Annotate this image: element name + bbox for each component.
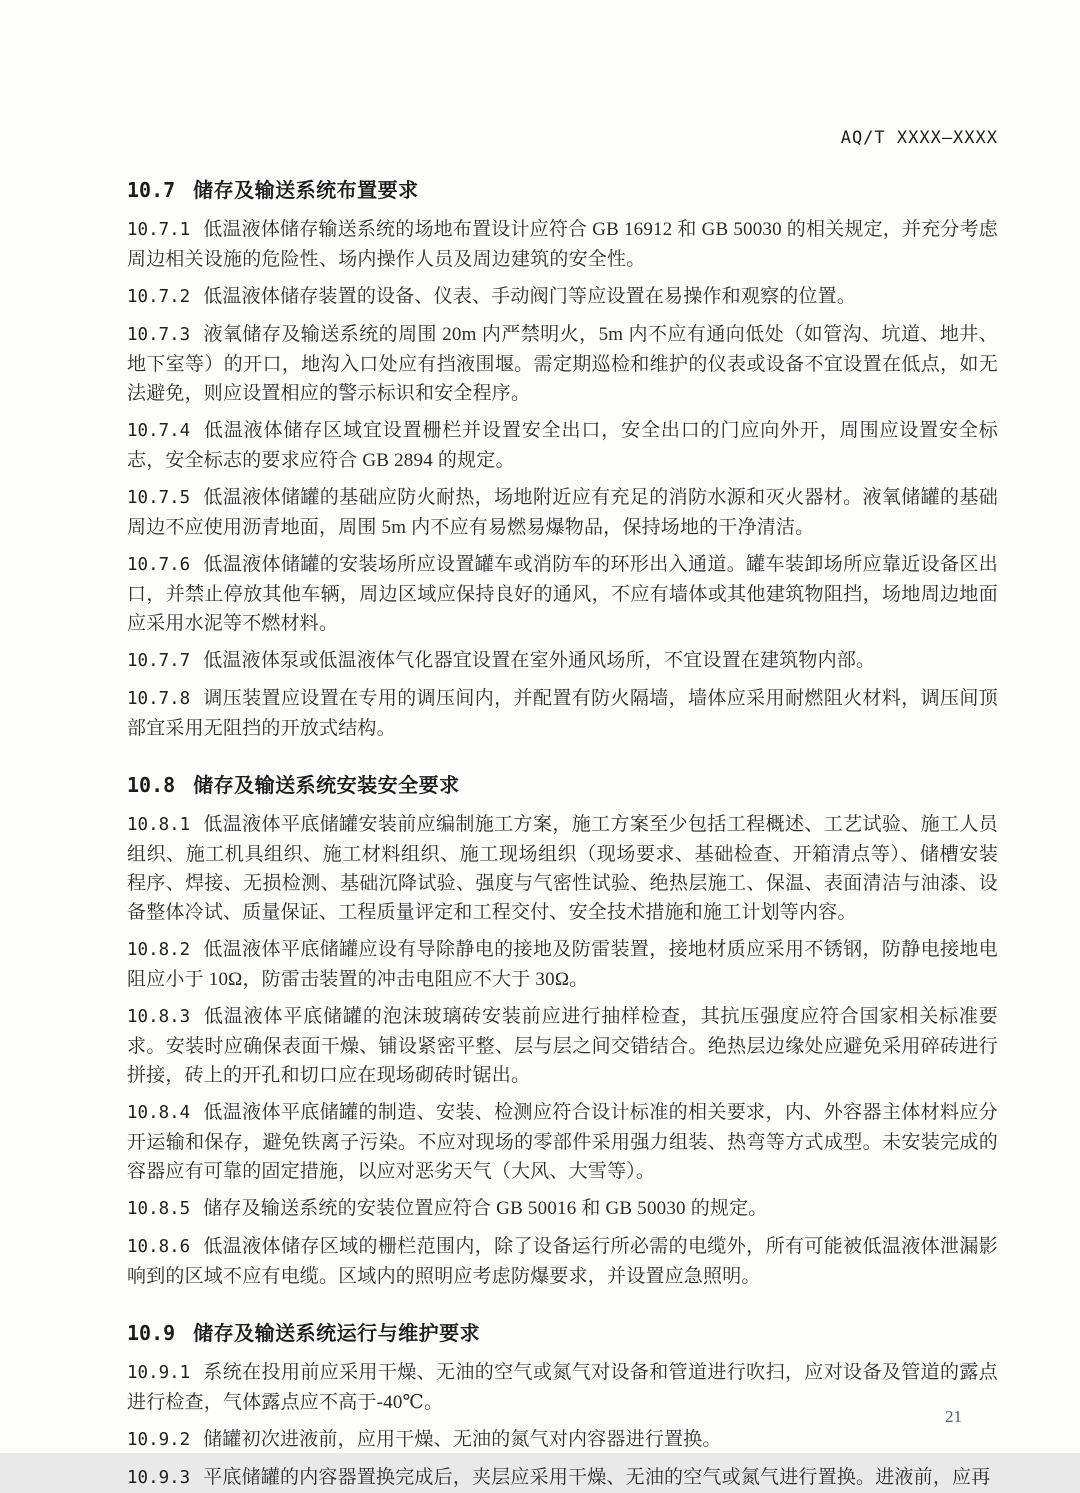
clause-paragraph	[127, 810, 998, 927]
clause-number: 10.8.5	[127, 1199, 191, 1219]
clause-text: 低温液体泵或低温液体气化器宜设置在室外通风场所，不宜设置在建筑物内部。	[203, 650, 876, 671]
clause-number: 10.8.4	[127, 1103, 191, 1123]
clause-paragraph	[127, 320, 998, 408]
clause-paragraph	[127, 935, 998, 994]
section-heading	[127, 175, 998, 206]
clause-number: 10.7.8	[127, 689, 191, 709]
clause-text: 低温液体平底储罐应设有导除静电的接地及防雷装置，接地材质应采用不锈钢，防静电接地电阻应小于 10Ω，防雷击装置的冲击电阻应不大于 30Ω。	[127, 939, 998, 990]
section-heading	[127, 770, 998, 801]
clause-paragraph	[127, 646, 998, 676]
clause-number: 10.8.1	[127, 815, 191, 835]
clause-text: 储存及输送系统的安装位置应符合 GB 50016 和 GB 50030 的规定。	[203, 1198, 768, 1219]
clause-number: 10.8.2	[127, 940, 191, 960]
clause-paragraph	[127, 1194, 998, 1224]
clause-paragraph	[127, 1098, 998, 1186]
section-title: 储存及输送系统布置要求	[193, 180, 419, 202]
clause-number: 10.7.4	[127, 421, 191, 441]
clause-text: 液氧储存及输送系统的周围 20m 内严禁明火，5m 内不应有通向低处（如管沟、坑道、地井、地下室等）的开口，地沟入口处应有挡液围堰。需定期巡检和维护的仪表或设备不宜设置在低点，如无法避免，则应设置相应的警示标识和安全程序。	[127, 324, 998, 404]
clause-number: 10.9.3	[127, 1468, 191, 1488]
clause-text: 低温液体平底储罐安装前应编制施工方案，施工方案至少包括工程概述、工艺试验、施工人员组织、施工机具组织、施工材料组织、施工现场组织（现场要求、基础检查、开箱清点等）、储槽安装程序、焊接、无损检测、基础沉降试验、强度与气密性试验、绝热层施工、保温、表面清洁与油漆、设备整体冷试、质量保证、工程质量评定和工程交付、安全技术措施和施工计划等内容。	[127, 814, 998, 923]
page-header	[127, 128, 998, 148]
clause-paragraph	[127, 1463, 998, 1493]
clause-number: 10.7.5	[127, 488, 191, 508]
section-title: 储存及输送系统安装安全要求	[193, 775, 460, 797]
section-heading	[127, 1318, 998, 1349]
clause-number: 10.7.3	[127, 325, 191, 345]
sections-root	[127, 175, 998, 1493]
clause-paragraph	[127, 1425, 998, 1455]
clause-number: 10.8.3	[127, 1007, 191, 1027]
section-number: 10.9	[127, 1321, 176, 1345]
standard-code: AQ/T XXXX—XXXX	[840, 128, 998, 148]
clause-text: 储罐初次进液前，应用干燥、无油的氮气对内容器进行置换。	[203, 1429, 722, 1450]
clause-text: 低温液体储存输送系统的场地布置设计应符合 GB 16912 和 GB 50030 的相关规定，并充分考虑周边相关设施的危险性、场内操作人员及周边建筑的安全性。	[127, 219, 998, 270]
clause-text: 低温液体储存区域宜设置栅栏并设置安全出口，安全出口的门应向外开，周围应设置安全标志，安全标志的要求应符合 GB 2894 的规定。	[127, 420, 998, 471]
page-footer	[945, 1407, 962, 1427]
clause-paragraph	[127, 483, 998, 542]
clause-number: 10.7.1	[127, 220, 191, 240]
clause-number: 10.9.2	[127, 1430, 191, 1450]
clause-text: 平底储罐的内容器置换完成后，夹层应采用干燥、无油的空气或氮气进行置换。进液前，应再	[203, 1467, 991, 1488]
section-number: 10.8	[127, 773, 176, 797]
page-number: 21	[945, 1407, 962, 1426]
clause-paragraph	[127, 1002, 998, 1090]
clause-paragraph	[127, 1358, 998, 1417]
clause-paragraph	[127, 215, 998, 274]
clause-text: 调压装置应设置在专用的调压间内，并配置有防火隔墙，墙体应采用耐燃阻火材料，调压间顶部宜采用无阻挡的开放式结构。	[127, 688, 998, 739]
clause-text: 低温液体平底储罐的泡沫玻璃砖安装前应进行抽样检查，其抗压强度应符合国家相关标准要求。安装时应确保表面干燥、铺设紧密平整、层与层之间交错结合。绝热层边缘处应避免采用碎砖进行拼接，砖上的开孔和切口应在现场砌砖时锯出。	[127, 1006, 998, 1086]
clause-number: 10.9.1	[127, 1363, 191, 1383]
clause-text: 低温液体平底储罐的制造、安装、检测应符合设计标准的相关要求，内、外容器主体材料应分开运输和保存，避免铁离子污染。不应对现场的零部件采用强力组装、热弯等方式成型。未安装完成的容器应有可靠的固定措施，以应对恶劣天气（大风、大雪等）。	[127, 1102, 998, 1182]
clause-number: 10.7.6	[127, 555, 191, 575]
clause-number: 10.7.7	[127, 651, 191, 671]
clause-number: 10.7.2	[127, 287, 191, 307]
clause-paragraph	[127, 1232, 998, 1291]
section-title: 储存及输送系统运行与维护要求	[193, 1323, 481, 1345]
section-number: 10.7	[127, 178, 176, 202]
clause-text: 低温液体储存区域的栅栏范围内，除了设备运行所必需的电缆外，所有可能被低温液体泄漏影响到的区域不应有电缆。区域内的照明应考虑防爆要求，并设置应急照明。	[127, 1236, 998, 1287]
clause-text: 系统在投用前应采用干燥、无油的空气或氮气对设备和管道进行吹扫，应对设备及管道的露点进行检查，气体露点应不高于-40℃。	[127, 1362, 998, 1413]
clause-number: 10.8.6	[127, 1237, 191, 1257]
clause-paragraph	[127, 282, 998, 312]
clause-text: 低温液体储罐的基础应防火耐热，场地附近应有充足的消防水源和灭火器材。液氧储罐的基础周边不应使用沥青地面，周围 5m 内不应有易燃易爆物品，保持场地的干净清洁。	[127, 487, 998, 538]
clause-text: 低温液体储罐的安装场所应设置罐车或消防车的环形出入通道。罐车装卸场所应靠近设备区出口，并禁止停放其他车辆，周边区域应保持良好的通风，不应有墙体或其他建筑物阻挡，场地周边地面应采用水泥等不燃材料。	[127, 554, 998, 634]
clause-text: 低温液体储存装置的设备、仪表、手动阀门等应设置在易操作和观察的位置。	[203, 286, 857, 307]
clause-paragraph	[127, 550, 998, 638]
clause-paragraph	[127, 684, 998, 743]
clause-paragraph	[127, 416, 998, 475]
